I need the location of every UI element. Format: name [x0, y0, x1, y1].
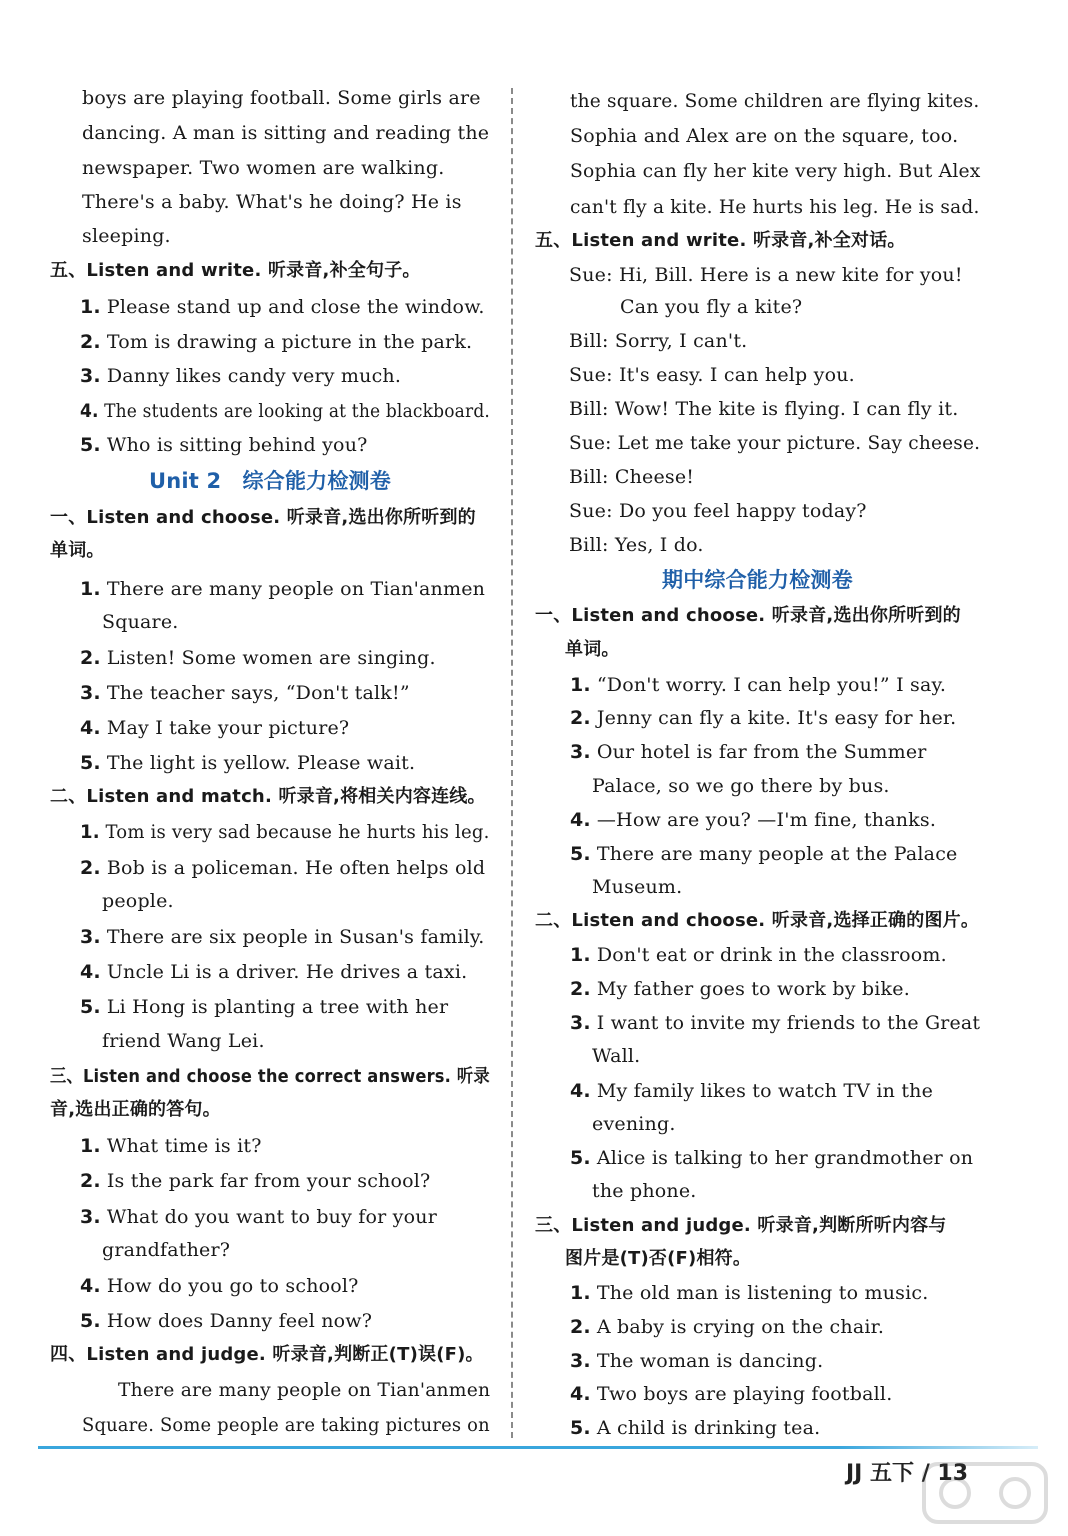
left-header-line: 四、Listen and judge. 听录音,判断正(T)误(F)。 [50, 1344, 484, 1365]
item-number: 2. [80, 331, 101, 353]
right-item-line [570, 1416, 820, 1440]
item-text: May I take your picture? [106, 717, 350, 739]
item-number: 3. [80, 926, 101, 948]
item-number: 1. [80, 821, 100, 843]
left-item-line [80, 364, 401, 388]
right-item-line [570, 1349, 823, 1373]
left-item-line [80, 1309, 372, 1333]
left-cont-line: grandfather? [102, 1239, 231, 1261]
left-item-line [80, 856, 485, 880]
right-item-line [570, 1315, 884, 1339]
right-header-cont-line: 图片是(T)否(F)相符。 [565, 1248, 752, 1269]
item-number: 3. [570, 1350, 591, 1372]
item-number: 2. [80, 1170, 101, 1192]
left-cont-line: people. [102, 890, 174, 912]
item-number: 3. [80, 682, 101, 704]
item-text: There are six people in Susan's family. [106, 926, 485, 948]
right-text-line: can't fly a kite. He hurts his leg. He is sad. [570, 196, 980, 218]
item-text: There are many people on Tian'anmen [106, 578, 486, 600]
item-number: 2. [570, 978, 591, 1000]
item-number: 2. [80, 647, 101, 669]
item-number: 3. [80, 365, 101, 387]
item-number: 4. [80, 961, 101, 983]
left-text-line: boys are playing football. Some girls are [82, 87, 481, 109]
right-item-line [570, 943, 947, 967]
left-item-line [80, 820, 489, 844]
item-text: A child is drinking tea. [596, 1417, 821, 1439]
item-number: 4. [570, 1383, 591, 1405]
left-item-line [80, 1169, 430, 1193]
item-number: 1. [570, 944, 591, 966]
item-number: 1. [80, 578, 101, 600]
item-number: 5. [80, 996, 101, 1018]
item-number: 3. [570, 741, 591, 763]
item-number: 4. [570, 809, 591, 831]
left-title-line: Unit 2 综合能力检测卷 [149, 469, 391, 493]
right-item-line [570, 1079, 933, 1103]
item-text: Bob is a policeman. He often helps old [106, 857, 486, 879]
right-dialog-line: Bill: Wow! The kite is flying. I can fly it. [569, 398, 959, 420]
item-text: The teacher says, “Don't talk!” [106, 682, 410, 704]
left-header-cont-line: 单词。 [50, 540, 105, 561]
item-number: 4. [80, 717, 101, 739]
item-number: 3. [570, 1012, 591, 1034]
left-item-line [80, 646, 436, 670]
left-item-line [80, 960, 467, 984]
item-text: What do you want to buy for your [106, 1206, 437, 1228]
item-text: My father goes to work by bike. [596, 978, 910, 1000]
right-item-line [570, 1382, 892, 1406]
item-number: 5. [570, 1147, 591, 1169]
item-text: My family likes to watch TV in the [596, 1080, 934, 1102]
item-text: —How are you? —I'm fine, thanks. [596, 809, 937, 831]
left-cont-line: Square. [102, 611, 179, 633]
right-dialog-line: Bill: Cheese! [569, 466, 695, 488]
item-text: Danny likes candy very much. [106, 365, 402, 387]
item-text: Our hotel is far from the Summer [596, 741, 927, 763]
right-cont-line: the phone. [592, 1180, 697, 1202]
right-dialog-line: Sue: It's easy. I can help you. [569, 364, 855, 386]
left-item-line [80, 399, 490, 423]
left-text-line: There's a baby. What's he doing? He is [82, 191, 462, 213]
left-header-line: 三、Listen and choose the correct answers. 听录 [50, 1066, 490, 1087]
right-cont-line: evening. [592, 1113, 676, 1135]
left-item-line [80, 925, 485, 949]
item-text: Tom is very sad because he hurts his leg. [105, 821, 490, 843]
left-item-line [80, 577, 485, 601]
right-text-line: Sophia and Alex are on the square, too. [570, 125, 959, 147]
right-cont-line: Wall. [592, 1045, 641, 1067]
item-number: 1. [570, 1282, 591, 1304]
right-item-line [570, 1281, 928, 1305]
item-text: There are many people at the Palace [596, 843, 958, 865]
item-number: 4. [80, 400, 99, 422]
right-item-line [570, 808, 936, 832]
left-item-line [80, 1205, 437, 1229]
item-text: Alice is talking to her grandmother on [596, 1147, 974, 1169]
item-text: What time is it? [106, 1135, 262, 1157]
right-dialog-line: Bill: Yes, I do. [569, 534, 704, 556]
item-number: 4. [570, 1080, 591, 1102]
right-cont-line: Museum. [592, 876, 683, 898]
item-text: How do you go to school? [106, 1275, 359, 1297]
right-text-line: Sophia can fly her kite very high. But Alex [570, 160, 981, 182]
item-text: Please stand up and close the window. [106, 296, 485, 318]
item-text: Two boys are playing football. [596, 1383, 893, 1405]
left-item-line [80, 751, 415, 775]
item-number: 1. [80, 296, 101, 318]
item-number: 2. [80, 857, 101, 879]
item-number: 4. [80, 1275, 101, 1297]
left-item-line [80, 1134, 262, 1158]
left-item-line [80, 681, 410, 705]
item-text: Listen! Some women are singing. [106, 647, 436, 669]
right-header-line: 三、Listen and judge. 听录音,判断所听内容与 [535, 1215, 947, 1236]
right-header-line: 五、Listen and write. 听录音,补全对话。 [535, 230, 906, 251]
item-text: Tom is drawing a picture in the park. [106, 331, 473, 353]
right-title-line: 期中综合能力检测卷 [662, 568, 853, 592]
item-text: Li Hong is planting a tree with her [106, 996, 449, 1018]
right-dialog-cont-line: Can you fly a kite? [620, 296, 803, 318]
left-text-line: Square. Some people are taking pictures on [82, 1414, 490, 1436]
item-number: 5. [570, 1417, 591, 1439]
item-number: 5. [570, 843, 591, 865]
item-number: 5. [80, 434, 101, 456]
item-number: 2. [570, 1316, 591, 1338]
right-item-line [570, 673, 946, 697]
item-text: The students are looking at the blackboard. [104, 400, 491, 422]
right-item-line [570, 977, 910, 1001]
item-number: 1. [570, 674, 591, 696]
left-text-line: dancing. A man is sitting and reading the [82, 122, 490, 144]
left-text-line: newspaper. Two women are walking. [82, 157, 445, 179]
right-item-line [570, 1146, 973, 1170]
left-text-line: sleeping. [82, 225, 171, 247]
right-header-line: 二、Listen and choose. 听录音,选择正确的图片。 [535, 910, 980, 931]
left-item-line [80, 295, 485, 319]
item-text: Uncle Li is a driver. He drives a taxi. [106, 961, 468, 983]
item-text: The woman is dancing. [596, 1350, 824, 1372]
left-header-line: 二、Listen and match. 听录音,将相关内容连线。 [50, 786, 486, 807]
left-header-cont-line: 音,选出正确的答句。 [50, 1099, 221, 1120]
left-item-line [80, 330, 472, 354]
item-text: Jenny can fly a kite. It's easy for her. [596, 707, 957, 729]
right-item-line [570, 842, 958, 866]
item-text: How does Danny feel now? [106, 1310, 373, 1332]
right-cont-line: Palace, so we go there by bus. [592, 775, 890, 797]
right-dialog-line: Bill: Sorry, I can't. [569, 330, 748, 352]
right-text-line: the square. Some children are flying kites. [570, 90, 980, 112]
page-footer-tag: JJ 五下 / 13 [846, 1461, 968, 1486]
left-cont-line: friend Wang Lei. [102, 1030, 265, 1052]
item-number: 5. [80, 752, 101, 774]
item-text: Who is sitting behind you? [106, 434, 368, 456]
item-number: 2. [570, 707, 591, 729]
item-number: 3. [80, 1206, 101, 1228]
item-text: The light is yellow. Please wait. [106, 752, 416, 774]
item-text: Is the park far from your school? [106, 1170, 431, 1192]
right-header-line: 一、Listen and choose. 听录音,选出你所听到的 [535, 605, 961, 626]
right-dialog-line: Sue: Hi, Bill. Here is a new kite for you! [569, 264, 963, 286]
item-number: 5. [80, 1310, 101, 1332]
item-text: The old man is listening to music. [596, 1282, 929, 1304]
item-text: “Don't worry. I can help you!” I say. [596, 674, 947, 696]
bottom-rule [38, 1446, 1038, 1449]
item-text: I want to invite my friends to the Great [596, 1012, 981, 1034]
left-item-line [80, 1274, 359, 1298]
item-text: A baby is crying on the chair. [596, 1316, 885, 1338]
left-header-line: 五、Listen and write. 听录音,补全句子。 [50, 260, 421, 281]
left-item-line [80, 433, 368, 457]
right-header-cont-line: 单词。 [565, 639, 620, 660]
column-divider [511, 88, 513, 1438]
right-item-line [570, 740, 927, 764]
right-dialog-line: Sue: Do you feel happy today? [569, 500, 867, 522]
left-header-line: 一、Listen and choose. 听录音,选出你所听到的 [50, 507, 476, 528]
item-text: Don't eat or drink in the classroom. [596, 944, 947, 966]
left-para-line: There are many people on Tian'anmen [118, 1379, 491, 1401]
watermark-logo [920, 1458, 1050, 1528]
right-item-line [570, 706, 956, 730]
left-item-line [80, 995, 448, 1019]
item-number: 1. [80, 1135, 101, 1157]
right-item-line [570, 1011, 980, 1035]
right-dialog-line: Sue: Let me take your picture. Say cheese. [569, 432, 981, 454]
left-item-line [80, 716, 349, 740]
